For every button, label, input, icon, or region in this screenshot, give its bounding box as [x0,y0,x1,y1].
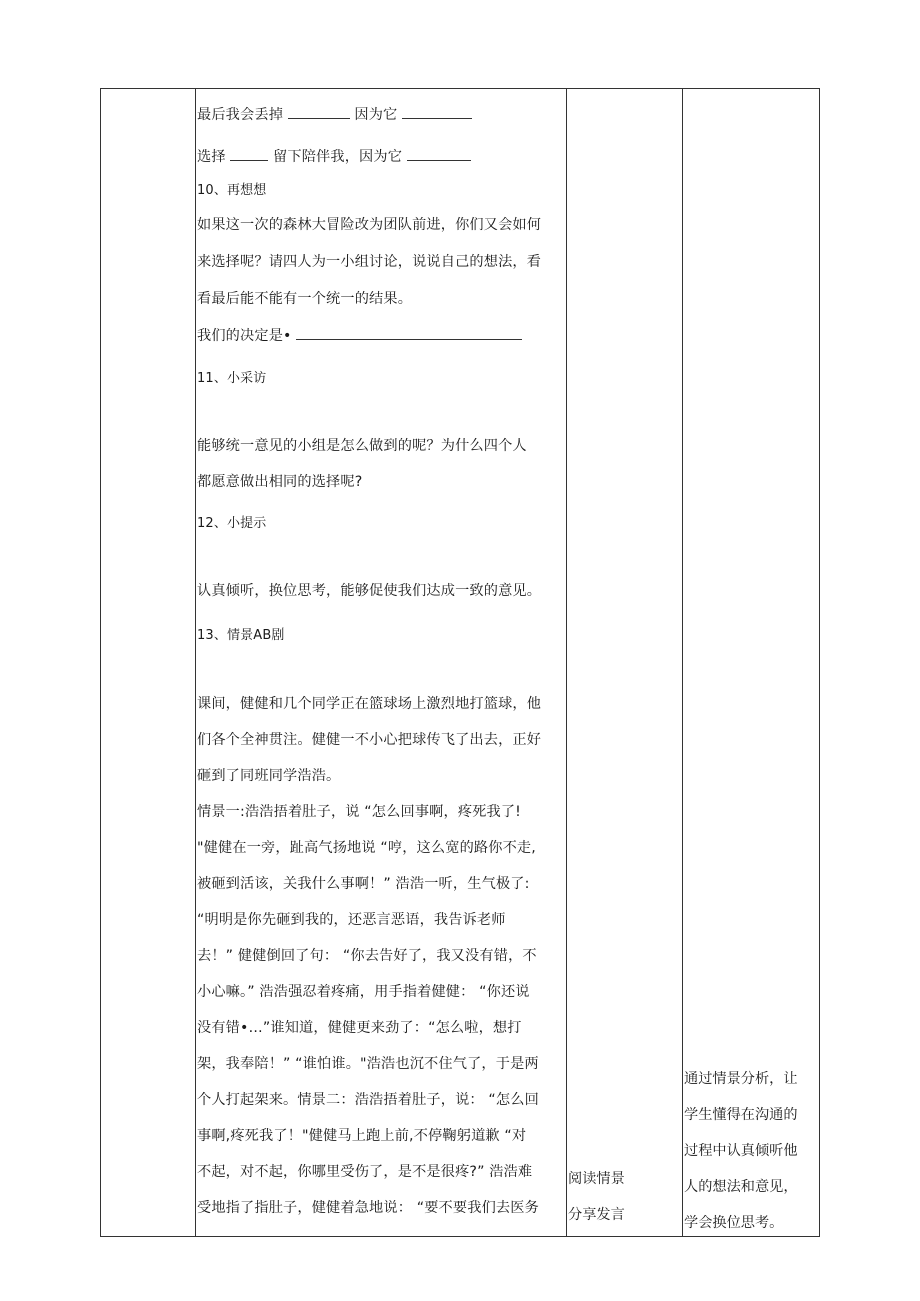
discard-reason-label: 因为它 [354,107,398,123]
discard-blank [288,104,350,119]
heading-13: 13、情景AB剧 [197,628,285,643]
discard-line [197,104,472,125]
keep-reason-label: 留下陪伴我，因为它 [273,149,403,165]
para-11-line-1: 能够统一意见的小组是怎么做到的呢？为什么四个人 [197,438,527,454]
story-line-10: 没有错•…”谁知道，健健更来劲了：“怎么啦，想打 [197,1020,522,1036]
activity-line-1: 阅读情景 [568,1171,625,1187]
story-line-7: “明明是你先砸到我的，还恶言恶语，我告诉老师 [197,912,506,928]
para-10-line-2: 来选择呢？请四人为一小组讨论，说说自己的想法，看 [197,254,542,270]
keep-reason-blank [407,146,471,161]
discard-reason-blank [402,104,472,119]
story-line-4: 情景一:浩浩捂着肚子，说 “怎么回事啊，疼死我了! [197,804,522,820]
heading-10: 10、再想想 [197,183,267,198]
column-divider-3 [682,89,683,1236]
decision-label: 我们的决定是• [197,328,292,344]
keep-prefix: 选择 [197,149,226,165]
activity-line-2: 分享发言 [568,1207,625,1223]
story-line-8: 去！” 健健倒回了句： “你去告好了，我又没有错，不 [197,948,537,964]
story-line-14: 不起，对不起，你哪里受伤了，是不是很疼?” 浩浩难 [197,1164,533,1180]
keep-line [197,146,471,167]
discard-prefix: 最后我会丢掉 [197,107,284,123]
para-11-line-2: 都愿意做出相同的选择呢? [197,474,363,490]
para-12: 认真倾听，换位思考，能够促使我们达成一致的意见。 [197,583,542,599]
story-line-1: 课间，健健和几个同学正在篮球场上激烈地打篮球，他 [197,696,542,712]
keep-blank [230,146,268,161]
story-line-15: 受地指了指肚子，健健着急地说： “要不要我们去医务 [197,1200,539,1216]
story-line-5: "健健在一旁，趾高气扬地说 “哼，这么宽的路你不走, [197,840,536,856]
story-line-2: 们各个全神贯注。健健一不小心把球传飞了出去，正好 [197,732,542,748]
story-line-13: 事啊,疼死我了！"健健马上跑上前,不停鞠躬道歉 “对 [197,1128,527,1144]
story-line-11: 架，我奉陪！” “谁怕谁。"浩浩也沉不住气了，于是两 [197,1056,539,1072]
intent-line-1: 通过情景分析，让 [684,1071,798,1087]
intent-line-4: 人的想法和意见， [684,1179,798,1195]
heading-11: 11、小采访 [197,371,267,386]
para-10-line-1: 如果这一次的森林大冒险改为团队前进，你们又会如何 [197,217,542,233]
intent-line-3: 过程中认真倾听他 [684,1143,798,1159]
intent-line-5: 学会换位思考。 [684,1215,784,1231]
intent-line-2: 学生懂得在沟通的 [684,1107,798,1123]
para-10-line-3: 看最后能不能有一个统一的结果。 [197,291,413,307]
story-line-3: 砸到了同班同学浩浩。 [197,768,341,784]
story-line-6: 被砸到活该，关我什么事啊！” 浩浩一听，生气极了: [197,876,530,892]
column-divider-1 [195,89,196,1236]
lesson-table [100,88,820,1237]
story-line-12: 个人打起架来。情景二：浩浩捂着肚子，说： “怎么回 [197,1092,539,1108]
heading-12: 12、小提示 [197,516,267,531]
decision-blank [296,325,522,340]
column-divider-2 [566,89,567,1236]
decision-line [197,325,522,346]
story-line-9: 小心嘛。” 浩浩强忍着疼痛，用手指着健健： “你还说 [197,984,530,1000]
